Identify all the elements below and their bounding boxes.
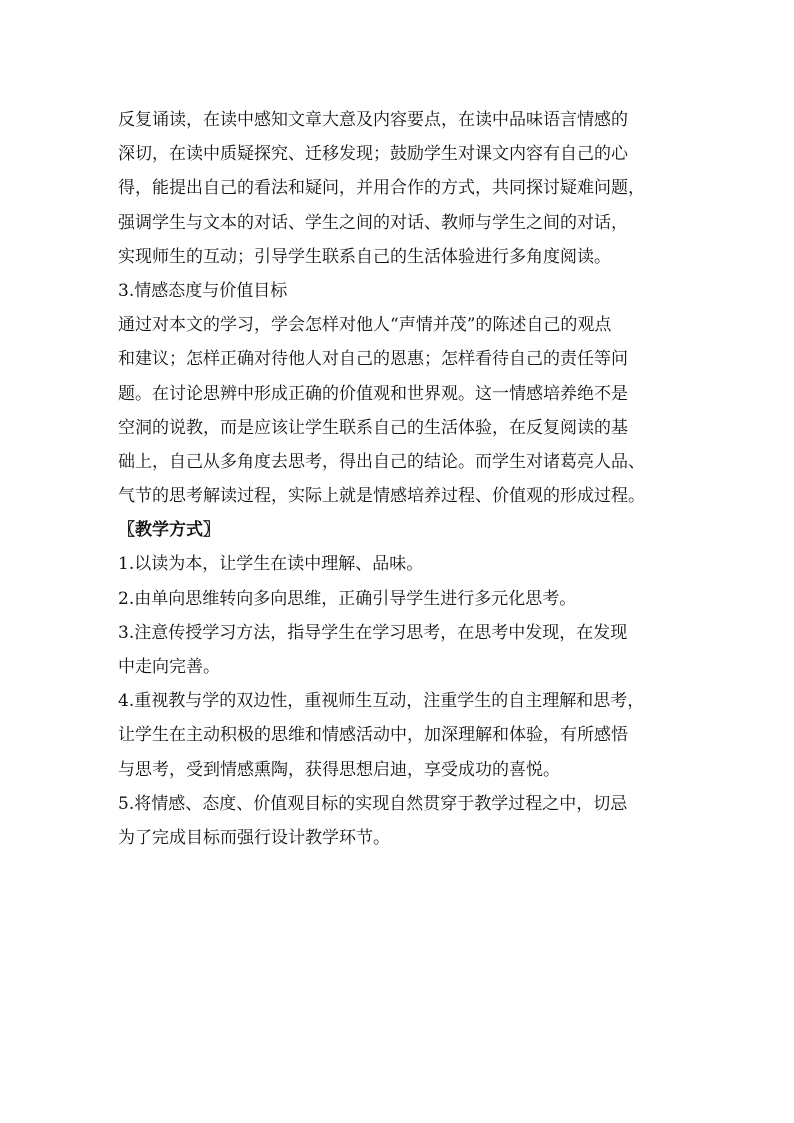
section-subheading: 3.情感态度与价值目标 [118, 280, 288, 301]
list-item: 3.注意传授学习方法，指导学生在学习思考，在思考中发现，在发现 [118, 622, 628, 643]
text-line: 深切，在读中质疑探究、迁移发现；鼓励学生对课文内容有自己的心 [118, 144, 628, 165]
text-line: 反复诵读，在读中感知文章大意及内容要点，在读中品味语言情感的 [118, 110, 628, 130]
list-item-continuation: 为了完成目标而强行设计教学环节。 [118, 827, 390, 848]
text-line: 通过对本文的学习，学会怎样对他人“声情并茂”的陈述自己的观点 [118, 315, 612, 336]
list-item-continuation: 与思考，受到情感熏陶，获得思想启迪，享受成功的喜悦。 [118, 759, 560, 780]
list-item-continuation: 中走向完善。 [118, 657, 220, 677]
text-line: 气节的思考解读过程，实际上就是情感培养过程、价值观的形成过程。 [118, 486, 645, 507]
list-item: 1.以读为本，让学生在读中理解、品味。 [118, 554, 424, 575]
text-line: 实现师生的互动；引导学生联系自己的生活体验进行多角度阅读。 [118, 246, 611, 267]
list-item: 4.重视教与学的双边性，重视师生互动，注重学生的自主理解和思考， [118, 691, 645, 712]
document-body [118, 103, 678, 855]
list-item: 5.将情感、态度、价值观目标的实现自然贯穿于教学过程之中，切忌 [118, 793, 628, 814]
section-heading: 〖教学方式〗 [118, 520, 220, 541]
text-line: 题。在讨论思辨中形成正确的价值观和世界观。这一情感培养绝不是 [118, 383, 628, 404]
text-line: 和建议；怎样正确对待他人对自己的恩惠；怎样看待自己的责任等问 [118, 349, 628, 370]
list-item-continuation: 让学生在主动积极的思维和情感活动中，加深理解和体验，有所感悟 [118, 725, 628, 746]
text-line: 础上，自己从多角度去思考，得出自己的结论。而学生对诸葛亮人品、 [118, 451, 645, 472]
text-line: 空洞的说教，而是应该让学生联系自己的生活体验，在反复阅读的基 [118, 417, 628, 438]
text-line: 强调学生与文本的对话、学生之间的对话、教师与学生之间的对话， [118, 212, 628, 233]
list-item: 2.由单向思维转向多向思维，正确引导学生进行多元化思考。 [118, 588, 577, 609]
text-line: 得，能提出自己的看法和疑问，并用合作的方式，共同探讨疑难问题， [118, 178, 645, 199]
